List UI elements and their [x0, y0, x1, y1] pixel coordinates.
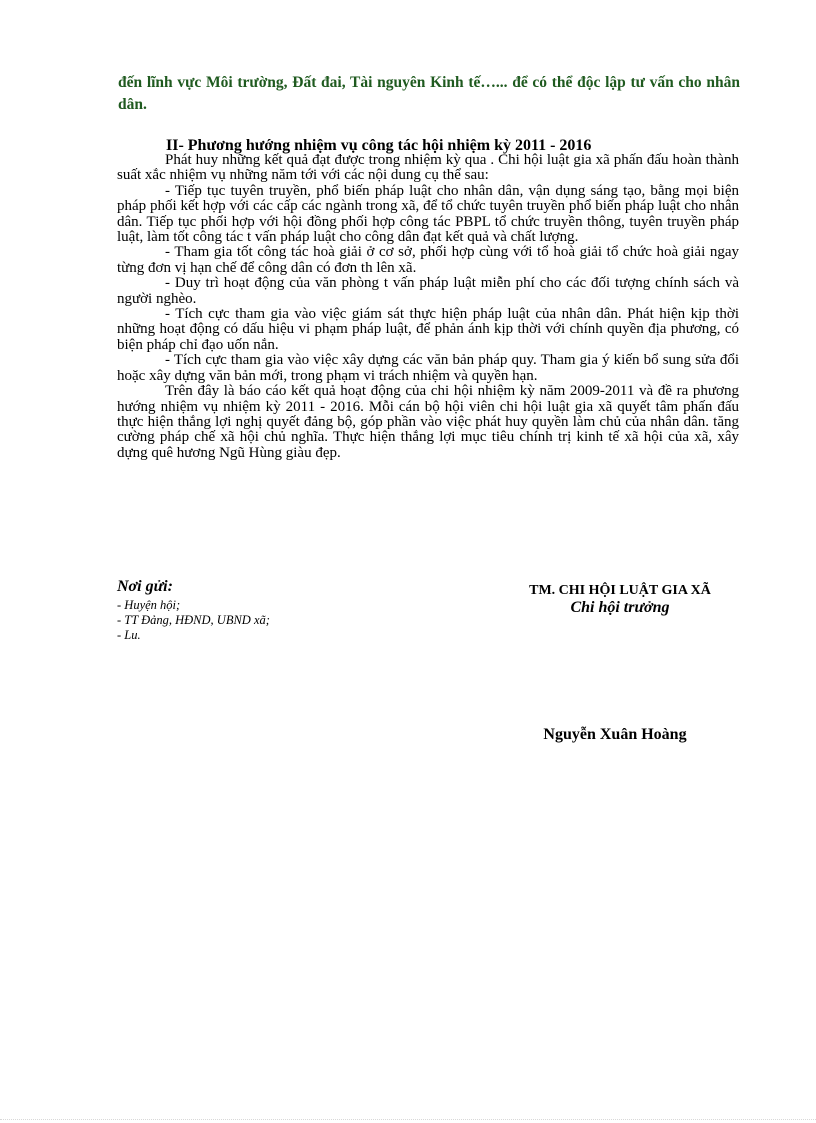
page-bottom-divider: [0, 1119, 816, 1120]
paragraph: Phát huy những kết quả đạt được trong nhiệm kỳ qua . Chi hội luật gia xã phấn đấu hoàn thành suất xắc nhiệm vụ những năm tới với các nội dung cụ thể sau:: [117, 152, 739, 184]
signature-org: TM. CHI HỘI LUẬT GIA XÃ: [529, 583, 711, 598]
signature-block: [500, 582, 740, 617]
signature-role: Chi hội trưởng: [570, 599, 670, 616]
intro-paragraph: đến lĩnh vực Môi trường, Đất đai, Tài nguyên Kinh tế…... để có thể độc lập tư vấn cho nhân dân.: [118, 74, 740, 113]
body-text: [117, 153, 739, 461]
section-heading: II- Phương hướng nhiệm vụ công tác hội nhiệm kỳ 2011 - 2016: [166, 137, 592, 154]
paragraph: - Tích cực tham gia vào việc xây dựng các văn bản pháp quy. Tham gia ý kiến bổ sung sửa đổi hoặc xây dựng văn bản mới, trong phạm vi trách nhiệm và quyền hạn.: [117, 352, 739, 384]
paragraph: - Tích cực tham gia vào việc giám sát thực hiện pháp luật của nhân dân. Phát hiện kịp thời những hoạt động có dấu hiệu vi phạm pháp luật, để phản ánh kịp thời với chính quyền địa phương, có biện pháp chỉ đạo uốn nắn.: [117, 306, 739, 353]
paragraph: - Duy trì hoạt động của văn phòng t vấn pháp luật miễn phí cho các đối tượng chính sách và người nghèo.: [117, 275, 739, 307]
recipient-item: - TT Đảng, HĐND, UBND xã;: [117, 613, 270, 627]
recipient-list: [117, 598, 270, 643]
recipient-item: - Lu.: [117, 628, 141, 642]
paragraph: - Tiếp tục tuyên truyền, phổ biến pháp luật cho nhân dân, vận dụng sáng tạo, bằng mọi biện pháp phối kết hợp với các cấp các ngành trong xã, để tổ chức tuyên truyền phổ biến pháp luật cho nhân dân. Tiếp tục phối hợp với hội đồng phối hợp công tác PBPL tổ chức truyền thông, tuyên truyền pháp luật, làm tốt công tác t vấn pháp luật cho công dân đạt kết quả và chất lượng.: [117, 182, 739, 246]
paragraph: - Tham gia tốt công tác hoà giải ở cơ sở, phối hợp cùng với tổ hoà giải tổ chức hoà giải ngay từng đơn vị hạn chế để công dân có đơn th lên xã.: [117, 244, 739, 276]
recipient-item: - Huyện hội;: [117, 598, 181, 612]
signer-name: Nguyễn Xuân Hoàng: [543, 726, 687, 743]
sender-title: Nơi gửi:: [117, 578, 173, 595]
paragraph: Trên đây là báo cáo kết quả hoạt động của chi hội nhiệm kỳ năm 2009-2011 và đề ra phương hướng nhiệm vụ nhiệm kỳ 2011 - 2016. Mỗi cán bộ hội viên chi hội luật gia xã quyết tâm phấn đấu thực hiện thắng lợi nghị quyết đảng bộ, góp phần vào việc phát huy quyền làm chủ của nhân dân. tăng cường pháp chế xã hội chủ nghĩa. Thực hiện thắng lợi mục tiêu chính trị kinh tế xã hội của xã, xây dựng quê hương Ngũ Hùng giàu đẹp.: [117, 383, 739, 461]
